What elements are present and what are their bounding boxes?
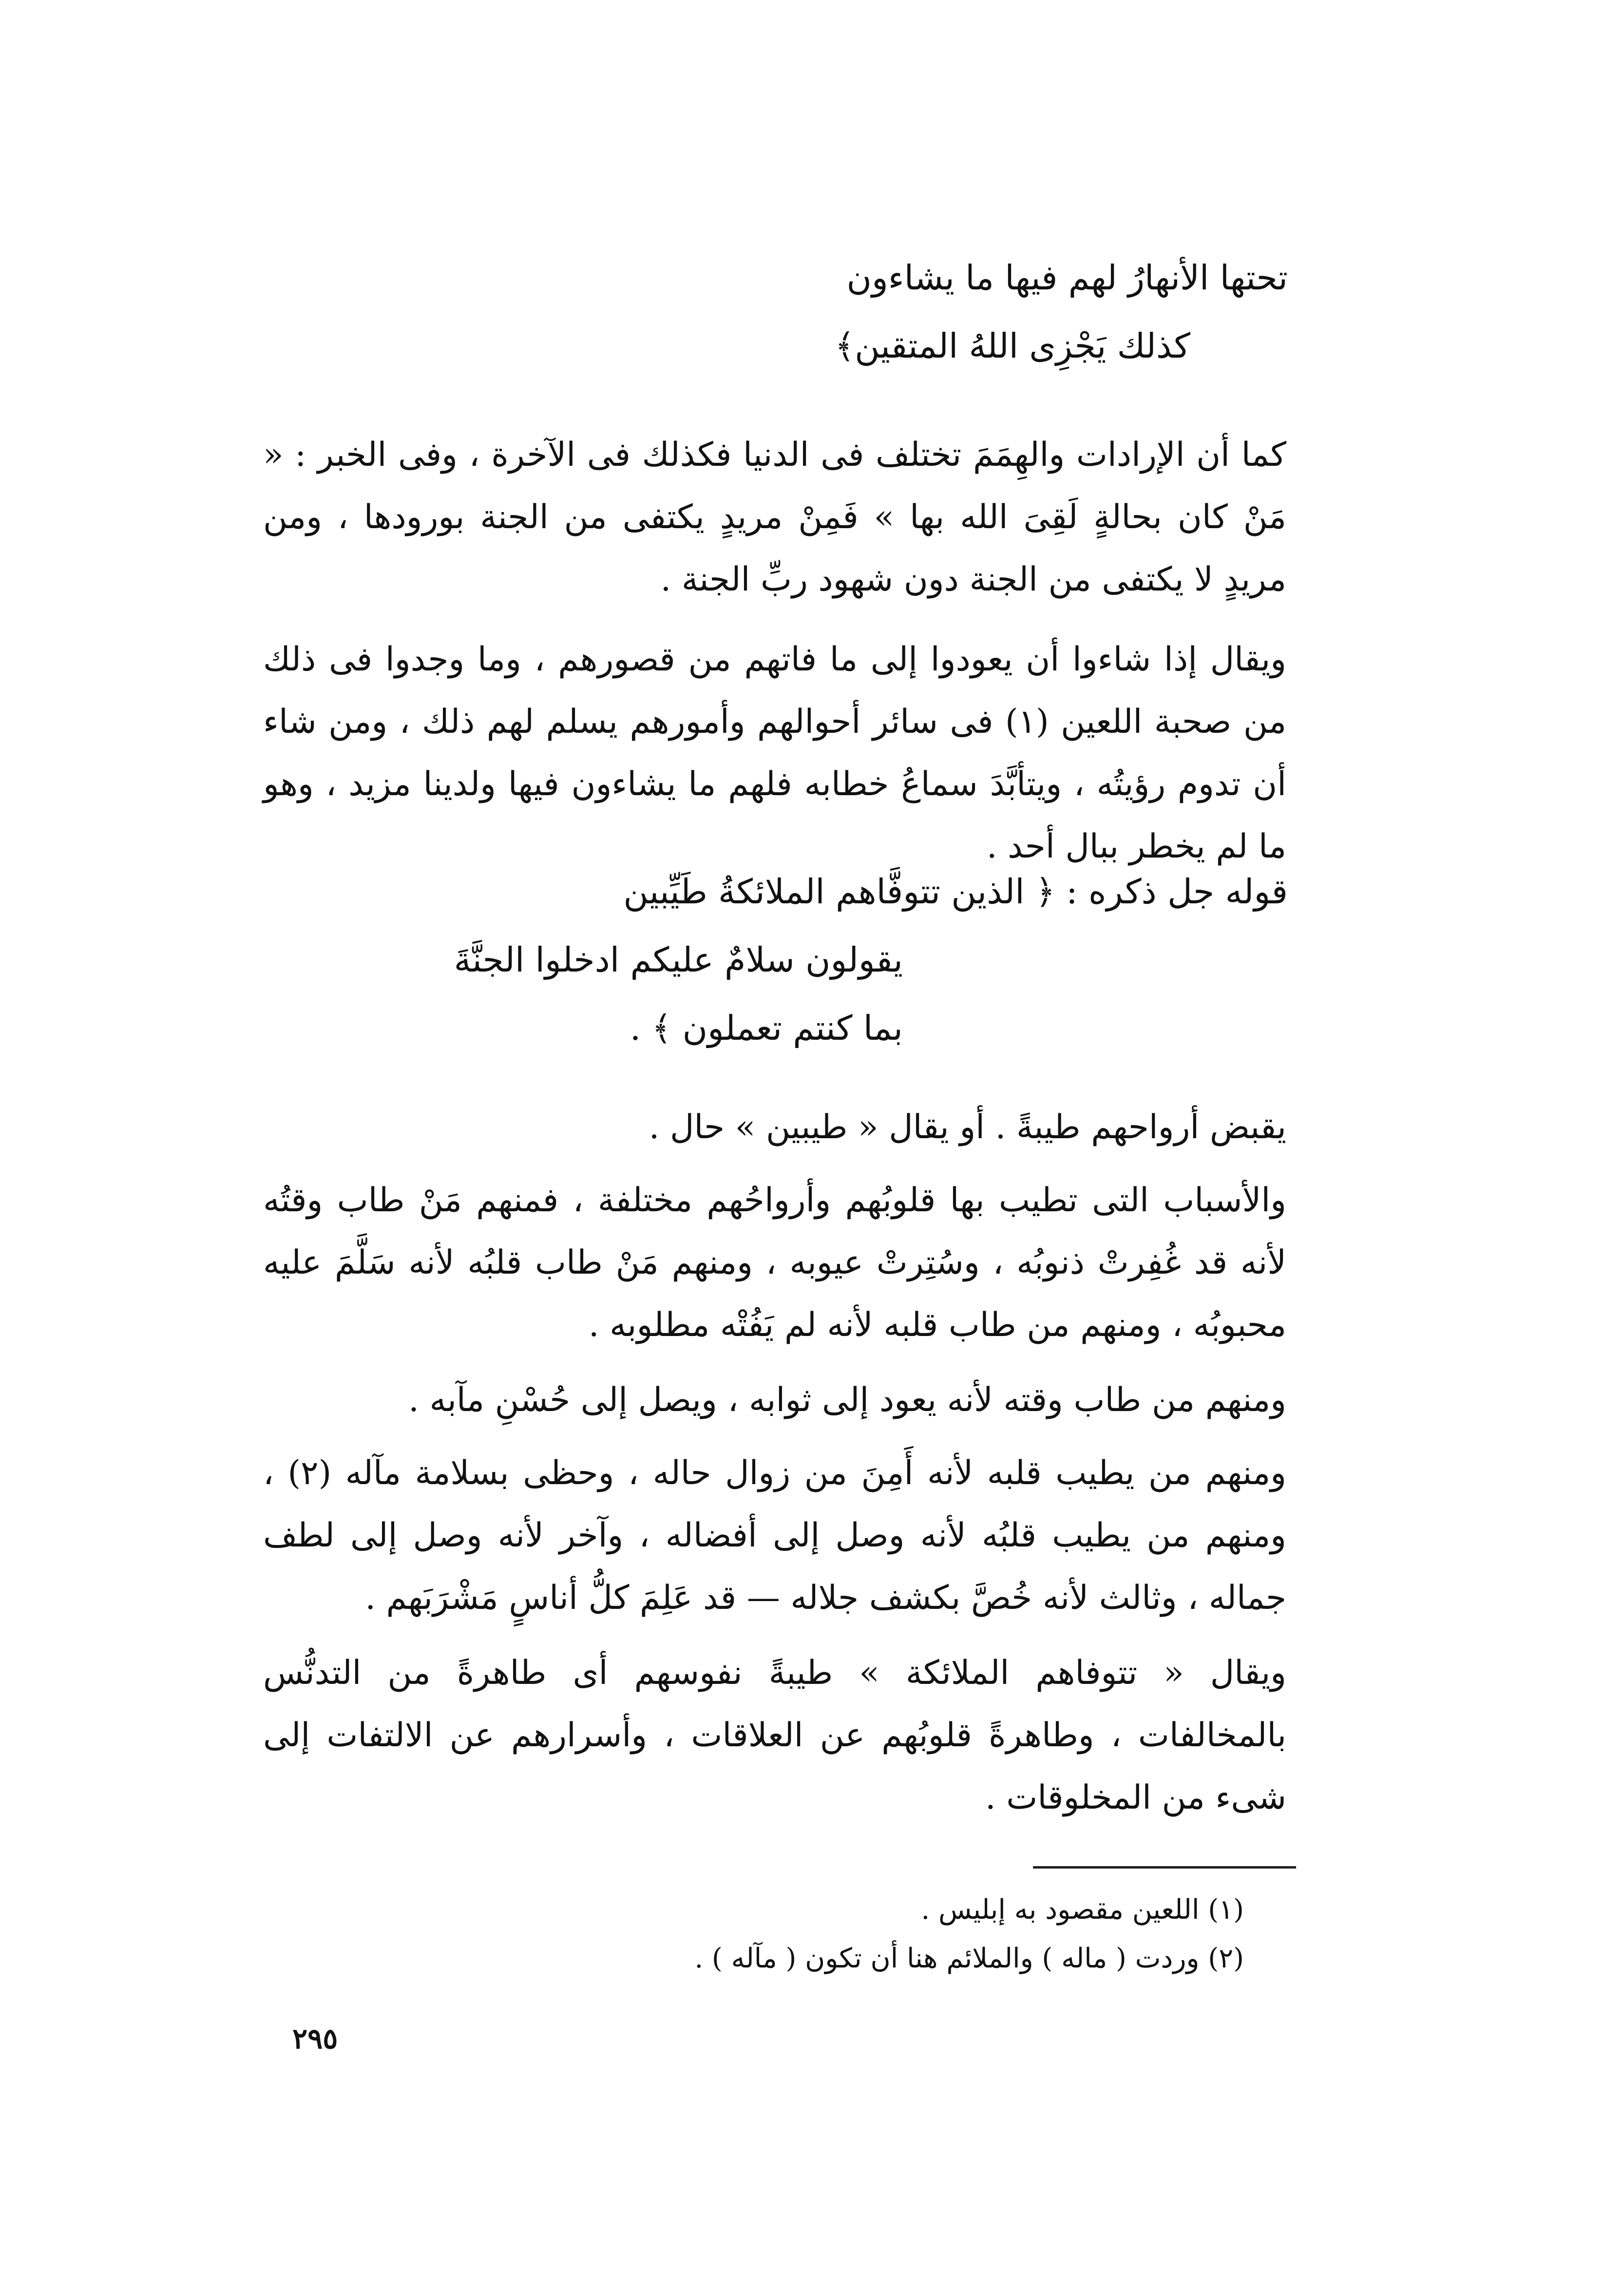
paragraph-6: ومنهم من يطيب قلبه لأنه أَمِنَ من زوال حاله ، وحظى بسلامة مآله (٢) ، ومنهم من يطيب قلبُه لأنه وصل إلى أفضاله ، وآخر لأنه وصل إلى لطف جماله ، وثالث لأنه خُصَّ بكشف جلاله — قد عَلِمَ كلُّ أناسٍ مَشْرَبَهم . [263, 1454, 1286, 1617]
verse-middle-line-3: بما كنتم تعملون ﴾ . [630, 1008, 903, 1048]
footnote-separator [1033, 1866, 1296, 1869]
paragraph-7: ويقال « تتوفاهم الملائكة » طيبةً نفوسهم أى طاهرةً من التدنُّس بالمخالفات ، وطاهرةً قلوبُهم عن العلاقات ، وأسرارهم عن الالتفات إلى شىء من المخلوقات . [263, 1654, 1286, 1817]
verse-middle-line-2: يقولون سلامٌ عليكم ادخلوا الجنَّةَ [454, 940, 903, 980]
paragraph-1: كما أن الإرادات والهِمَمَ تختلف فى الدنيا فكذلك فى الآخرة ، وفى الخبر : « مَنْ كان بحالةٍ لَقِىَ الله بها » فَمِنْ مريدٍ يكتفى من الجنة بورودها ، ومن مريدٍ لا يكتفى من الجنة دون شهود ربِّ الجنة . [263, 436, 1286, 599]
verse-middle-line-1: قوله جل ذكره : ﴿ الذين تتوفَّاهم الملائكةُ طَيِّبين [623, 872, 1288, 912]
paragraph-2: ويقال إذا شاءوا أن يعودوا إلى ما فاتهم من قصورهم ، وما وجدوا فى ذلك من صحبة اللعين (١) فى سائر أحوالهم وأمورهم يسلم لهم ذلك ، ومن شاء أن تدوم رؤيتُه ، ويتأبَّدَ سماعُ خطابه فلهم ما يشاءون فيها ولدينا مزيد ، وهو ما لم يخطر ببال أحد . [263, 640, 1287, 866]
verse-top-line-2: كذلك يَجْزِى اللهُ المتقين﴾ [835, 326, 1190, 366]
footnote-2: (٢) وردت ( ماله ) والملائم هنا أن تكون ( مآله ) . [694, 1943, 1244, 1974]
verse-top-line-1: تحتها الأنهارُ لهم فيها ما يشاءون [846, 258, 1288, 298]
paragraph-4: والأسباب التى تطيب بها قلوبُهم وأرواحُهم مختلفة ، فمنهم مَنْ طاب وقتُه لأنه قد غُفِرتْ ذنوبُه ، وسُتِرتْ عيوبه ، ومنهم مَنْ طاب قلبُه لأنه سَلَّمَ عليه محبوبُه ، ومنهم من طاب قلبه لأنه لم يَفُتْه مطلوبه . [263, 1181, 1286, 1344]
page-number: ٢٩٥ [292, 2022, 338, 2055]
paragraph-3: يقبض أرواحهم طيبةً . أو يقال « طيبين » حال . [649, 1108, 1286, 1146]
footnote-1: (١) اللعين مقصود به إبليس . [921, 1894, 1244, 1926]
paragraph-5: ومنهم من طاب وقته لأنه يعود إلى ثوابه ، ويصل إلى حُسْنِ مآبه . [408, 1381, 1286, 1419]
